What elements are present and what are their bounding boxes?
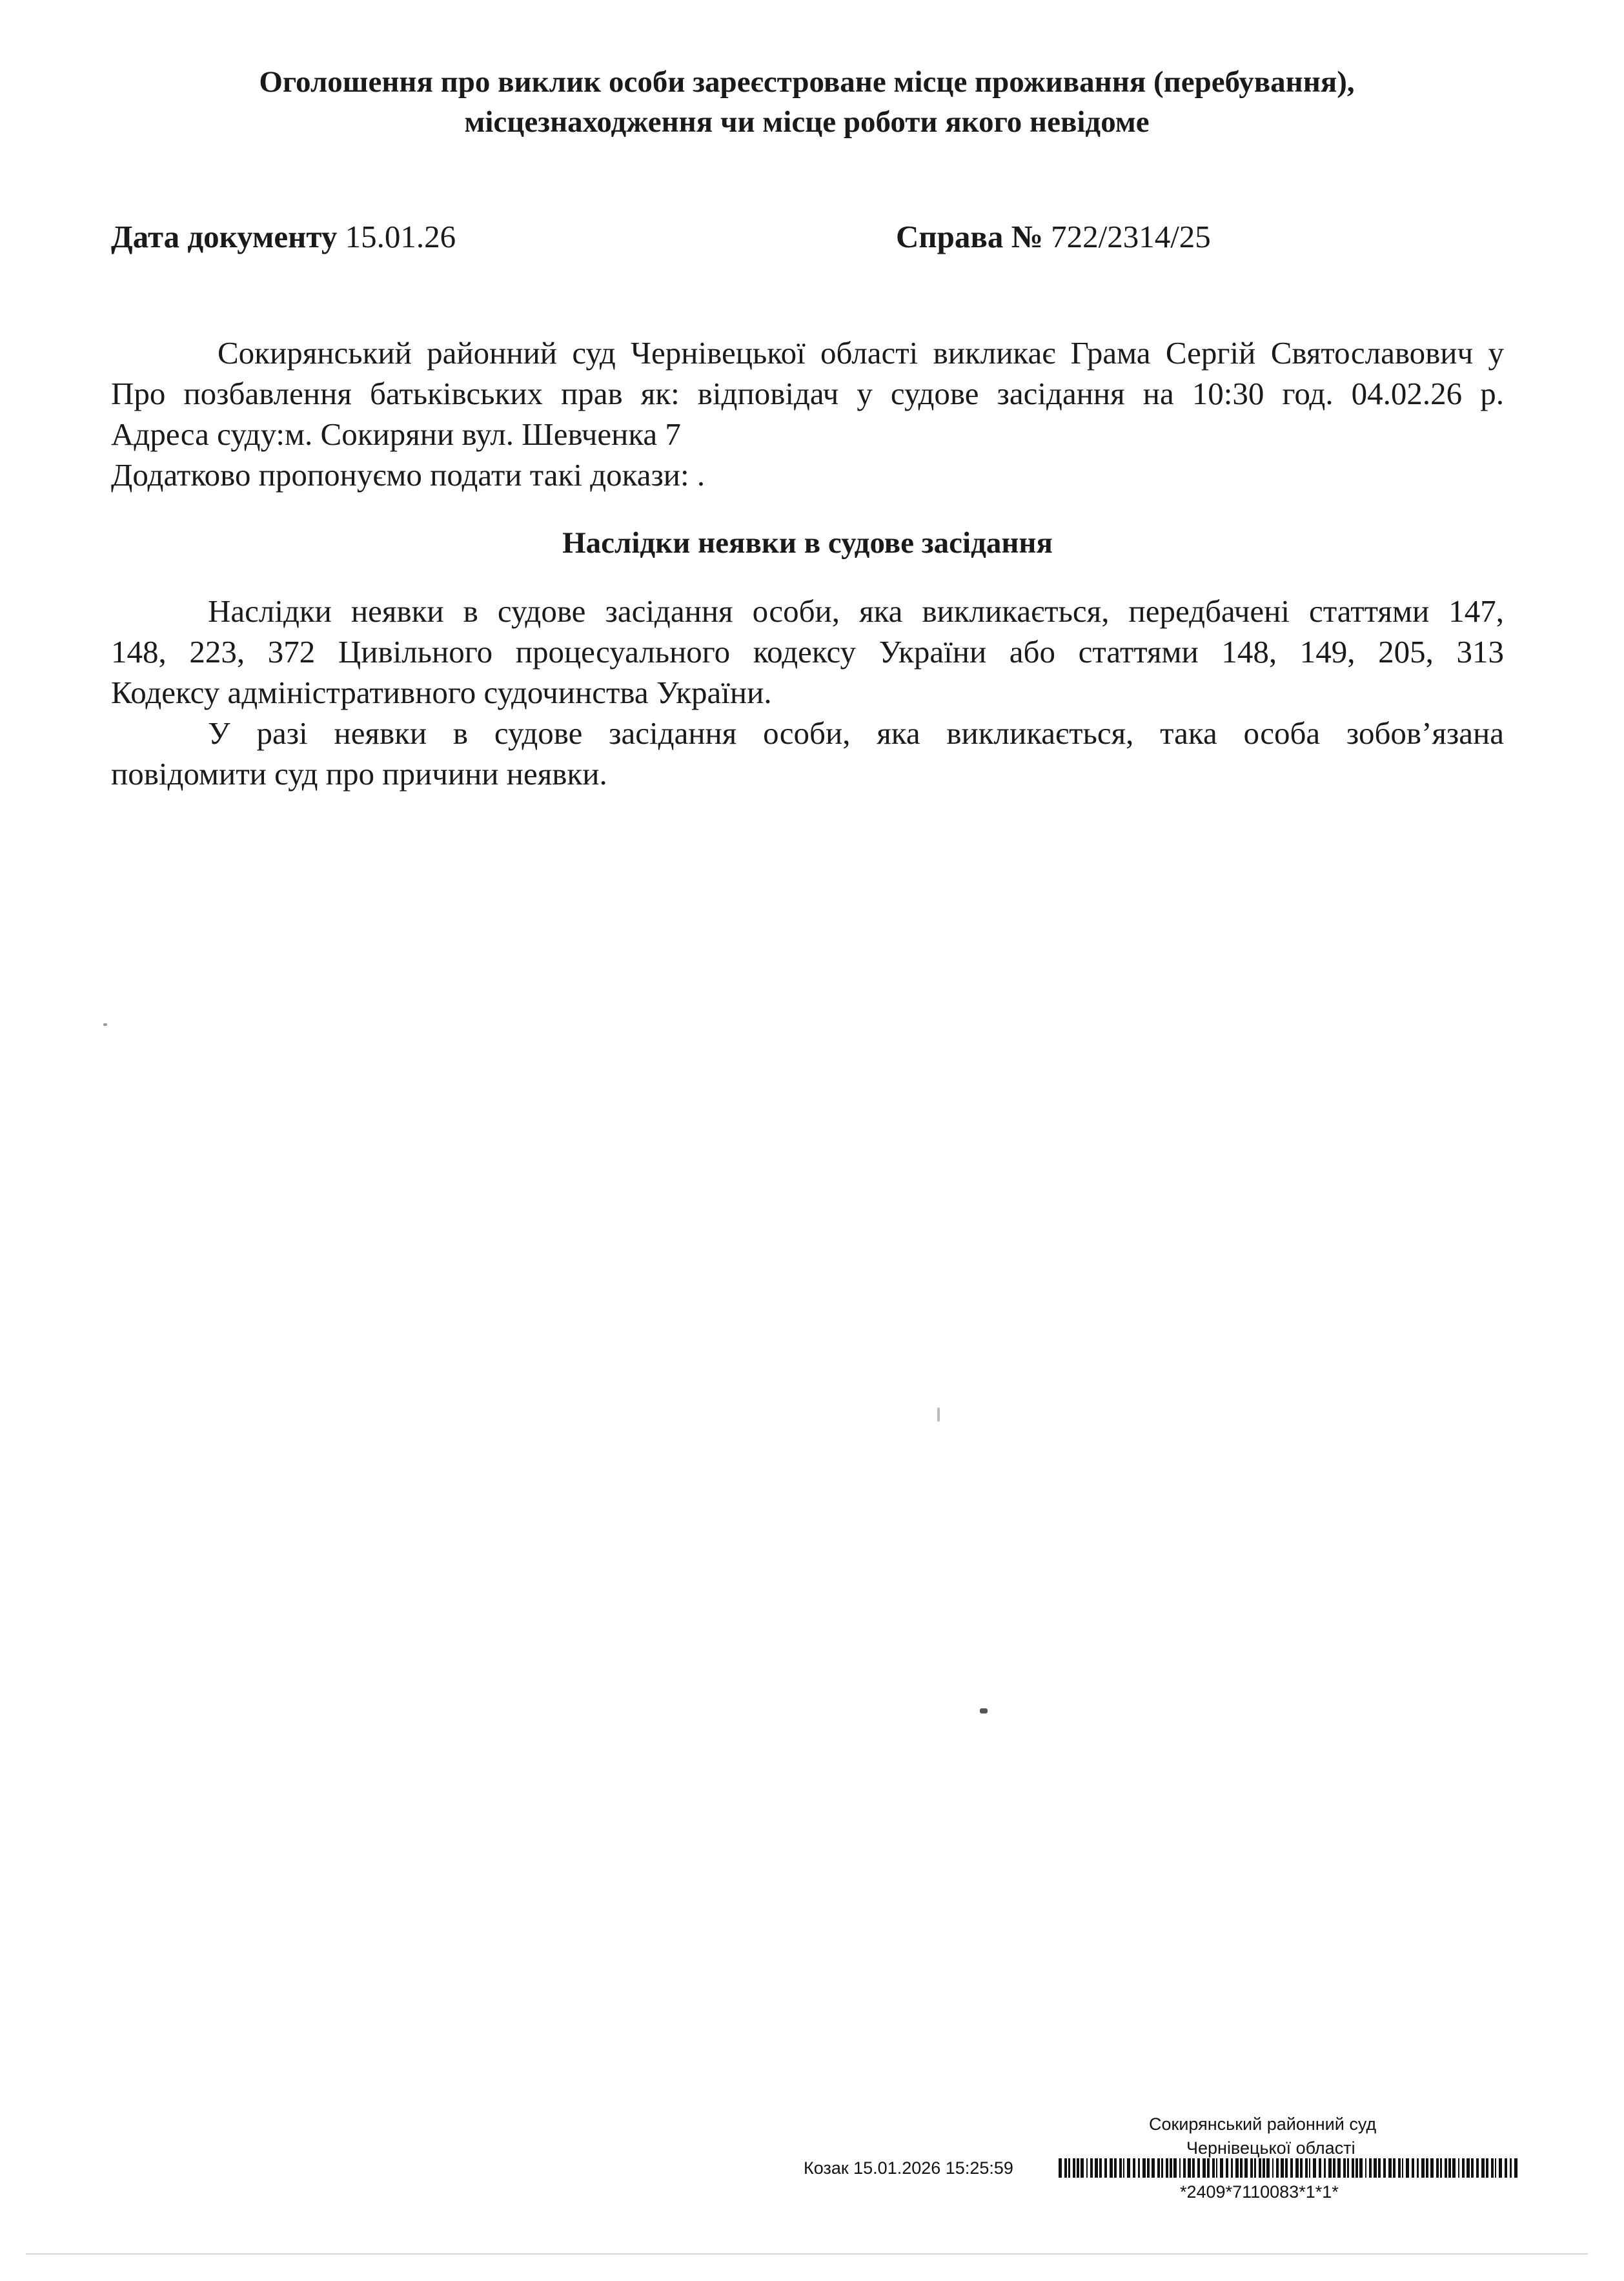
- barcode-bar: [1138, 2158, 1140, 2178]
- barcode-bar: [1467, 2158, 1470, 2178]
- consequences-paragraph: [111, 591, 1504, 794]
- barcode-bar: [1378, 2158, 1381, 2178]
- barcode-bar: [1235, 2158, 1239, 2178]
- case-value: 722/2314/25: [1051, 219, 1211, 254]
- barcode-bar: [1281, 2158, 1284, 2178]
- barcode-bar: [1300, 2158, 1303, 2178]
- barcode-bar: [1147, 2158, 1150, 2178]
- barcode-bar: [1319, 2158, 1321, 2178]
- case-number: [896, 218, 1211, 255]
- scan-speck: [980, 1708, 988, 1713]
- barcode-bar: [1183, 2158, 1186, 2178]
- barcode-bar: [1068, 2158, 1070, 2178]
- barcode-bar: [1216, 2158, 1217, 2178]
- barcode-bar: [1226, 2158, 1228, 2178]
- barcode: [1059, 2158, 1518, 2178]
- barcode-bar: [1505, 2158, 1507, 2178]
- barcode-bar: [1481, 2158, 1485, 2178]
- document-title: [129, 62, 1485, 142]
- barcode-bar: [1142, 2158, 1146, 2178]
- barcode-bar: [1499, 2158, 1502, 2178]
- barcode-bar: [1398, 2158, 1401, 2178]
- barcode-bar: [1152, 2158, 1155, 2178]
- stamp-court-name: Сокирянський районний суд: [1149, 2114, 1377, 2134]
- barcode-bar: [1337, 2158, 1341, 2178]
- barcode-bar: [1173, 2158, 1177, 2178]
- barcode-bar: [1313, 2158, 1316, 2178]
- barcode-bar: [1170, 2158, 1172, 2178]
- barcode-bar: [1212, 2158, 1215, 2178]
- consequences-line: повідомити суд про причини неявки.: [111, 756, 607, 792]
- barcode-bar: [1445, 2158, 1447, 2178]
- barcode-bar: [1059, 2158, 1062, 2178]
- barcode-bar: [1347, 2158, 1349, 2178]
- barcode-bar: [1127, 2158, 1130, 2178]
- summons-line: Адреса суду:м. Сокиряни вул. Шевченка 7: [111, 416, 681, 452]
- barcode-bar: [1388, 2158, 1392, 2178]
- barcode-bar: [1458, 2158, 1459, 2178]
- consequences-line: 148, 223, 372 Цивільного процесуального кодексу України або статтями 148, 149, 205, 313: [111, 634, 1504, 670]
- scan-speck: [103, 1023, 107, 1026]
- barcode-bar: [1188, 2158, 1191, 2178]
- summons-line: Додатково пропонуємо подати такі докази: .: [111, 457, 705, 493]
- barcode-code: *2409*7110083*1*1*: [1180, 2182, 1339, 2202]
- barcode-bar: [1452, 2158, 1456, 2178]
- barcode-bar: [1495, 2158, 1496, 2178]
- barcode-bar: [1421, 2158, 1425, 2178]
- scan-speck: [937, 1407, 940, 1422]
- barcode-bar: [1166, 2158, 1168, 2178]
- barcode-bar: [1352, 2158, 1354, 2178]
- barcode-bar: [1119, 2158, 1122, 2178]
- barcode-bar: [1305, 2158, 1308, 2178]
- barcode-bar: [1426, 2158, 1428, 2178]
- barcode-bar: [1272, 2158, 1274, 2178]
- barcode-bar: [1514, 2158, 1517, 2178]
- barcode-bar: [1295, 2158, 1299, 2178]
- barcode-bar: [1290, 2158, 1293, 2178]
- barcode-bar: [1077, 2158, 1079, 2178]
- barcode-bar: [1285, 2158, 1288, 2178]
- barcode-bar: [1383, 2158, 1386, 2178]
- barcode-bar: [1095, 2158, 1098, 2178]
- date-value: 15.01.26: [345, 219, 456, 254]
- barcode-bar: [1110, 2158, 1113, 2178]
- summons-line: Сокирянський районний суд Чернівецької області викликає Грама Сергій Святославович у: [218, 335, 1504, 371]
- barcode-bar: [1266, 2158, 1270, 2178]
- barcode-bar: [1114, 2158, 1117, 2178]
- date-label: Дата документу: [111, 219, 338, 254]
- section-heading: Наслідки неявки в судове засідання: [562, 526, 1053, 560]
- barcode-bar: [1471, 2158, 1474, 2178]
- stamp-signature-line: Козак 15.01.2026 15:25:59: [804, 2158, 1013, 2178]
- barcode-bar: [1090, 2158, 1093, 2178]
- barcode-bar: [1365, 2158, 1366, 2178]
- barcode-bar: [1430, 2158, 1434, 2178]
- barcode-bar: [1412, 2158, 1414, 2178]
- barcode-bar: [1324, 2158, 1326, 2178]
- barcode-bar: [1309, 2158, 1310, 2178]
- barcode-bar: [1231, 2158, 1233, 2178]
- title-line-2: місцезнаходження чи місце роботи якого невідоме: [464, 105, 1150, 139]
- barcode-bar: [1486, 2158, 1488, 2178]
- barcode-bar: [1240, 2158, 1243, 2178]
- summons-paragraph: [111, 332, 1504, 495]
- stamp-court-region: Чернівецької області: [1186, 2138, 1355, 2158]
- barcode-bar: [1328, 2158, 1332, 2178]
- consequences-line: Кодексу адміністративного судочинства України.: [111, 675, 772, 710]
- summons-line: Про позбавлення батьківських прав як: відповідач у судове засідання на 10:30 год. 04.02.26 р.: [111, 376, 1504, 411]
- barcode-bar: [1491, 2158, 1494, 2178]
- barcode-bar: [1417, 2158, 1419, 2178]
- barcode-bar: [1099, 2158, 1102, 2178]
- barcode-bar: [1254, 2158, 1256, 2178]
- barcode-bar: [1259, 2158, 1261, 2178]
- barcode-bar: [1393, 2158, 1396, 2178]
- barcode-bar: [1086, 2158, 1088, 2178]
- barcode-bar: [1436, 2158, 1439, 2178]
- barcode-bar: [1343, 2158, 1346, 2178]
- consequences-line: У разі неявки в судове засідання особи, яка викликається, така особа зобов’язана: [208, 715, 1504, 751]
- title-line-1: Оголошення про виклик особи зареєстроване місце проживання (перебування),: [259, 65, 1355, 99]
- barcode-bar: [1333, 2158, 1335, 2178]
- barcode-bar: [1207, 2158, 1210, 2178]
- barcode-bar: [1359, 2158, 1363, 2178]
- consequences-line: Наслідки неявки в судове засідання особи, яка викликається, передбачені статтями 147,: [208, 593, 1504, 629]
- barcode-bar: [1161, 2158, 1163, 2178]
- barcode-bar: [1179, 2158, 1181, 2178]
- barcode-bar: [1462, 2158, 1465, 2178]
- barcode-bar: [1402, 2158, 1403, 2178]
- barcode-bar: [1476, 2158, 1479, 2178]
- barcode-bar: [1406, 2158, 1409, 2178]
- scan-edge-line: [26, 2253, 1588, 2255]
- barcode-bar: [1220, 2158, 1223, 2178]
- barcode-bar: [1355, 2158, 1358, 2178]
- barcode-bar: [1374, 2158, 1377, 2178]
- barcode-bar: [1510, 2158, 1512, 2178]
- barcode-bar: [1276, 2158, 1279, 2178]
- barcode-bar: [1081, 2158, 1084, 2178]
- barcode-bar: [1123, 2158, 1124, 2178]
- case-label: Справа №: [896, 219, 1043, 254]
- barcode-bar: [1203, 2158, 1206, 2178]
- barcode-bar: [1448, 2158, 1451, 2178]
- barcode-bar: [1440, 2158, 1442, 2178]
- barcode-bar: [1073, 2158, 1075, 2178]
- document-date: [111, 218, 456, 255]
- barcode-bar: [1192, 2158, 1195, 2178]
- barcode-bar: [1064, 2158, 1067, 2178]
- barcode-bar: [1244, 2158, 1248, 2178]
- barcode-bar: [1157, 2158, 1160, 2178]
- barcode-bar: [1263, 2158, 1265, 2178]
- barcode-bar: [1197, 2158, 1200, 2178]
- barcode-bar: [1369, 2158, 1372, 2178]
- barcode-bar: [1104, 2158, 1107, 2178]
- barcode-bar: [1133, 2158, 1135, 2178]
- barcode-bar: [1250, 2158, 1253, 2178]
